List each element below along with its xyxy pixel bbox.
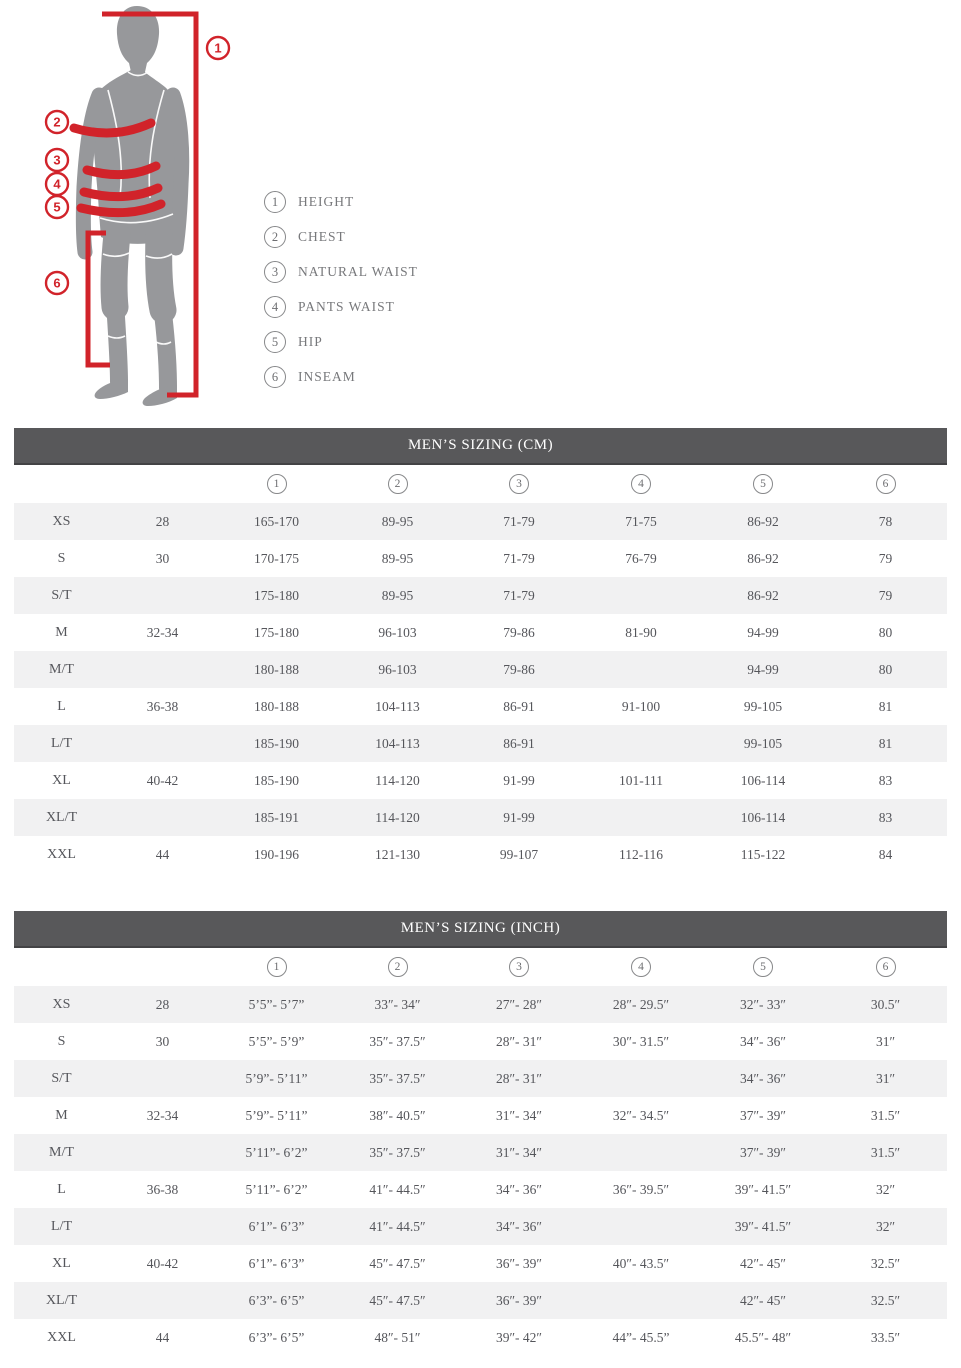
circled-number-icon: 1 — [264, 191, 286, 213]
value-cell: 5’11”- 6’2” — [216, 1134, 337, 1171]
table-row — [14, 986, 947, 1023]
table-row — [14, 651, 947, 688]
sizing-table — [14, 428, 947, 873]
figure-marker-digit: 1 — [214, 40, 222, 56]
value-cell: 104-113 — [337, 725, 458, 762]
circled-number-icon: 3 — [509, 474, 529, 494]
value-cell: 175-180 — [254, 624, 299, 640]
value-cell: 79 — [824, 577, 947, 614]
value-cell: 31″- 34″ — [458, 1134, 580, 1171]
value-cell: 34″- 36″ — [702, 1060, 824, 1097]
value-cell: 41″- 44.5″ — [369, 1181, 426, 1197]
value-cell: 36″- 39.5″ — [612, 1181, 670, 1197]
sizing-table — [14, 911, 947, 1356]
circled-number-icon: 6 — [876, 957, 896, 977]
value-cell: 71-79 — [458, 503, 580, 540]
value-cell — [109, 1282, 216, 1319]
table-row — [14, 1208, 947, 1245]
value-cell: 35″- 37.5″ — [369, 1033, 426, 1049]
value-cell: 37″- 39″ — [702, 1134, 824, 1171]
value-cell: 99-107 — [499, 846, 539, 862]
column-marker-cell — [824, 464, 947, 503]
value-cell: 31″ — [824, 1060, 947, 1097]
empty-header-cell — [109, 464, 216, 503]
column-marker-cell — [824, 947, 947, 986]
marker-header-row — [14, 464, 947, 503]
legend-label: NATURAL WAIST — [298, 264, 418, 279]
value-cell: 34″- 36″ — [739, 1033, 787, 1049]
table-row — [14, 1171, 947, 1208]
value-cell: 106-114 — [740, 772, 786, 788]
value-cell: 6’1”- 6’3” — [248, 1255, 305, 1271]
value-cell: 30.5″ — [824, 986, 947, 1023]
value-cell: 39″- 41.5″ — [702, 1208, 824, 1245]
value-cell: 86-92 — [702, 503, 824, 540]
measurement-diagram — [0, 0, 961, 428]
value-cell: 45″- 47.5″ — [337, 1282, 458, 1319]
legend-label: INSEAM — [298, 369, 356, 384]
value-cell: 115-122 — [740, 846, 786, 862]
size-label-cell: M — [55, 1107, 68, 1123]
value-cell: 30″- 31.5″ — [612, 1033, 670, 1049]
value-cell: 32″ — [824, 1208, 947, 1245]
value-cell: 32″- 34.5″ — [612, 1107, 670, 1123]
circled-number-icon: 5 — [753, 474, 773, 494]
value-cell: 30 — [155, 1033, 170, 1049]
value-cell: 170-175 — [254, 550, 299, 566]
value-cell: 38″- 40.5″ — [369, 1107, 426, 1123]
figure-left-calf — [115, 302, 119, 382]
value-cell: 99-105 — [702, 725, 824, 762]
value-cell: 78 — [824, 503, 947, 540]
legend-item — [264, 261, 418, 283]
value-cell: 96-103 — [337, 651, 458, 688]
value-cell — [109, 1208, 216, 1245]
value-cell: 121-130 — [375, 846, 420, 862]
size-label-cell: L — [57, 1181, 66, 1197]
value-cell: 101-111 — [619, 772, 663, 788]
legend-item — [264, 331, 418, 353]
circled-number-icon: 3 — [509, 957, 529, 977]
table-row — [14, 1023, 947, 1060]
empty-header-cell — [14, 464, 109, 503]
table-row — [14, 725, 947, 762]
value-cell: 6’3”- 6’5” — [248, 1329, 305, 1345]
table-row — [14, 836, 947, 873]
value-cell: 5’5”- 5’7” — [216, 986, 337, 1023]
value-cell: 180-188 — [216, 651, 337, 688]
figure-right-arm — [173, 95, 182, 248]
figure-marker-digit: 3 — [53, 152, 61, 168]
value-cell — [580, 799, 702, 836]
marker-header-row — [14, 947, 947, 986]
value-cell: 36-38 — [146, 698, 179, 714]
size-label-cell: XS — [14, 986, 109, 1023]
size-label-cell: S — [57, 550, 66, 566]
value-cell: 86-91 — [458, 725, 580, 762]
circled-number-icon: 4 — [631, 957, 651, 977]
value-cell — [580, 1282, 702, 1319]
value-cell: 32″- 33″ — [702, 986, 824, 1023]
size-label-cell: XL — [52, 1255, 71, 1271]
table-row — [14, 1282, 947, 1319]
table-row — [14, 1134, 947, 1171]
column-marker-cell — [458, 464, 580, 503]
value-cell — [580, 1208, 702, 1245]
value-cell: 114-120 — [337, 799, 458, 836]
empty-header-cell — [14, 947, 109, 986]
legend-label: HIP — [298, 334, 323, 349]
value-cell: 71-75 — [580, 503, 702, 540]
value-cell: 45.5″- 48″ — [734, 1329, 792, 1345]
value-cell — [109, 725, 216, 762]
value-cell: 42″- 45″ — [739, 1255, 787, 1271]
value-cell — [109, 651, 216, 688]
value-cell: 28 — [109, 503, 216, 540]
legend-label: CHEST — [298, 229, 346, 244]
value-cell: 80 — [878, 624, 893, 640]
table-row — [14, 1319, 947, 1356]
table-row — [14, 577, 947, 614]
column-marker-cell — [702, 947, 824, 986]
size-label-cell: M — [55, 624, 68, 640]
value-cell: 35″- 37.5″ — [337, 1060, 458, 1097]
value-cell — [109, 577, 216, 614]
figure-marker-digit: 6 — [53, 275, 61, 291]
value-cell: 36-38 — [146, 1181, 179, 1197]
size-label-cell: S/T — [14, 1060, 109, 1097]
table-title: MEN’S SIZING (CM) — [14, 428, 947, 464]
circled-number-icon: 1 — [267, 957, 287, 977]
size-label-cell: XXL — [47, 846, 76, 862]
size-label-cell: XL/T — [14, 799, 109, 836]
value-cell — [580, 577, 702, 614]
value-cell: 180-188 — [254, 698, 299, 714]
size-label-cell: XS — [14, 503, 109, 540]
column-marker-cell — [702, 464, 824, 503]
value-cell: 39″- 41.5″ — [734, 1181, 792, 1197]
table-row — [14, 762, 947, 799]
value-cell: 44”- 45.5” — [612, 1329, 670, 1345]
size-label-cell: XL — [52, 772, 71, 788]
value-cell: 79-86 — [503, 624, 535, 640]
table-row — [14, 614, 947, 651]
circled-number-icon: 3 — [264, 261, 286, 283]
value-cell: 175-180 — [216, 577, 337, 614]
value-cell: 41″- 44.5″ — [337, 1208, 458, 1245]
table-row — [14, 503, 947, 540]
figure-marker-digit: 4 — [53, 176, 61, 192]
value-cell: 31.5″ — [824, 1134, 947, 1171]
value-cell: 185-190 — [216, 725, 337, 762]
value-cell: 32-34 — [146, 624, 179, 640]
value-cell: 31.5″ — [870, 1107, 901, 1123]
circled-number-icon: 4 — [631, 474, 651, 494]
size-label-cell: M/T — [14, 1134, 109, 1171]
value-cell: 76-79 — [625, 550, 657, 566]
value-cell — [580, 1060, 702, 1097]
value-cell: 165-170 — [216, 503, 337, 540]
size-label-cell: XXL — [47, 1329, 76, 1345]
value-cell — [109, 1060, 216, 1097]
circled-number-icon: 5 — [753, 957, 773, 977]
size-label-cell: XL/T — [14, 1282, 109, 1319]
value-cell: 31″ — [875, 1033, 896, 1049]
value-cell — [580, 725, 702, 762]
value-cell: 81 — [878, 698, 893, 714]
value-cell: 86-91 — [503, 698, 535, 714]
figure-marker-digit: 5 — [53, 199, 61, 215]
column-marker-cell — [216, 947, 337, 986]
value-cell: 30 — [155, 550, 170, 566]
legend-item — [264, 296, 418, 318]
value-cell: 6’1”- 6’3” — [216, 1208, 337, 1245]
value-cell: 71-79 — [503, 550, 535, 566]
value-cell: 31″- 34″ — [495, 1107, 543, 1123]
value-cell: 5’9”- 5’11” — [245, 1107, 308, 1123]
legend-item — [264, 191, 418, 213]
value-cell: 89-95 — [381, 550, 414, 566]
size-label-cell: S — [57, 1033, 66, 1049]
size-label-cell: S/T — [14, 577, 109, 614]
value-cell: 89-95 — [337, 503, 458, 540]
value-cell: 5’9”- 5’11” — [216, 1060, 337, 1097]
value-cell: 185-191 — [216, 799, 337, 836]
circled-number-icon: 2 — [264, 226, 286, 248]
value-cell: 44 — [155, 1329, 170, 1345]
value-cell: 35″- 37.5″ — [337, 1134, 458, 1171]
value-cell: 190-196 — [254, 846, 299, 862]
value-cell: 83 — [824, 799, 947, 836]
legend-label: HEIGHT — [298, 194, 355, 209]
size-label-cell: M/T — [14, 651, 109, 688]
value-cell: 99-105 — [743, 698, 783, 714]
size-label-cell: L/T — [14, 1208, 109, 1245]
value-cell: 32-34 — [146, 1107, 179, 1123]
column-marker-cell — [580, 947, 702, 986]
legend-item — [264, 366, 418, 388]
table-row — [14, 1097, 947, 1134]
size-label-cell: L — [57, 698, 66, 714]
table-row — [14, 1060, 947, 1097]
value-cell — [109, 799, 216, 836]
value-cell: 91-99 — [503, 772, 535, 788]
circled-number-icon: 6 — [264, 366, 286, 388]
value-cell: 28 — [109, 986, 216, 1023]
value-cell: 79 — [878, 550, 893, 566]
circled-number-icon: 6 — [876, 474, 896, 494]
value-cell: 40-42 — [146, 772, 179, 788]
value-cell: 79-86 — [458, 651, 580, 688]
value-cell: 94-99 — [747, 624, 779, 640]
value-cell: 33.5″ — [870, 1329, 901, 1345]
value-cell: 40-42 — [146, 1255, 179, 1271]
value-cell: 42″- 45″ — [702, 1282, 824, 1319]
value-cell: 185-190 — [254, 772, 299, 788]
figure-right-calf — [162, 305, 168, 388]
value-cell: 86-92 — [747, 550, 779, 566]
column-marker-cell — [458, 947, 580, 986]
value-cell: 96-103 — [378, 624, 417, 640]
sizing-tables-section — [14, 428, 947, 1368]
value-cell: 80 — [824, 651, 947, 688]
circled-number-icon: 1 — [267, 474, 287, 494]
value-cell: 84 — [878, 846, 893, 862]
value-cell: 71-79 — [458, 577, 580, 614]
value-cell: 86-92 — [702, 577, 824, 614]
value-cell: 81 — [824, 725, 947, 762]
circled-number-icon: 5 — [264, 331, 286, 353]
body-figure-illustration — [40, 2, 245, 412]
value-cell: 112-116 — [619, 846, 663, 862]
value-cell: 114-120 — [375, 772, 420, 788]
column-marker-cell — [337, 464, 458, 503]
value-cell: 104-113 — [375, 698, 420, 714]
value-cell: 32.5″ — [870, 1255, 901, 1271]
value-cell: 32.5″ — [824, 1282, 947, 1319]
value-cell: 5’11”- 6’2” — [245, 1181, 308, 1197]
value-cell: 48″- 51″ — [374, 1329, 421, 1345]
column-marker-cell — [216, 464, 337, 503]
legend-label: PANTS WAIST — [298, 299, 395, 314]
size-label-cell: L/T — [14, 725, 109, 762]
value-cell: 89-95 — [337, 577, 458, 614]
value-cell: 91-99 — [458, 799, 580, 836]
value-cell: 106-114 — [702, 799, 824, 836]
value-cell — [580, 651, 702, 688]
value-cell: 5’5”- 5’9” — [248, 1033, 305, 1049]
value-cell: 91-100 — [621, 698, 661, 714]
legend-item — [264, 226, 418, 248]
value-cell: 32″ — [875, 1181, 896, 1197]
value-cell: 83 — [878, 772, 893, 788]
value-cell: 44 — [155, 846, 170, 862]
table-title: MEN’S SIZING (INCH) — [14, 911, 947, 947]
column-marker-cell — [337, 947, 458, 986]
column-marker-cell — [580, 464, 702, 503]
circled-number-icon: 2 — [388, 474, 408, 494]
value-cell: 28″- 31″ — [495, 1033, 543, 1049]
empty-header-cell — [109, 947, 216, 986]
value-cell: 81-90 — [625, 624, 657, 640]
value-cell: 6’3”- 6’5” — [216, 1282, 337, 1319]
value-cell: 28″- 31″ — [458, 1060, 580, 1097]
value-cell: 36″- 39″ — [495, 1255, 543, 1271]
value-cell: 39″- 42″ — [495, 1329, 543, 1345]
measurement-legend — [264, 191, 418, 401]
table-row — [14, 540, 947, 577]
value-cell — [580, 1134, 702, 1171]
value-cell: 36″- 39″ — [458, 1282, 580, 1319]
value-cell: 45″- 47.5″ — [369, 1255, 426, 1271]
circled-number-icon: 4 — [264, 296, 286, 318]
table-row — [14, 688, 947, 725]
value-cell — [109, 1134, 216, 1171]
value-cell: 27″- 28″ — [458, 986, 580, 1023]
table-row — [14, 799, 947, 836]
figure-marker-digit: 2 — [53, 114, 61, 130]
value-cell: 34″- 36″ — [458, 1208, 580, 1245]
value-cell: 40″- 43.5″ — [612, 1255, 670, 1271]
table-row — [14, 1245, 947, 1282]
value-cell: 33″- 34″ — [337, 986, 458, 1023]
circled-number-icon: 2 — [388, 957, 408, 977]
value-cell: 34″- 36″ — [495, 1181, 543, 1197]
value-cell: 37″- 39″ — [739, 1107, 787, 1123]
value-cell: 28″- 29.5″ — [580, 986, 702, 1023]
value-cell: 94-99 — [702, 651, 824, 688]
